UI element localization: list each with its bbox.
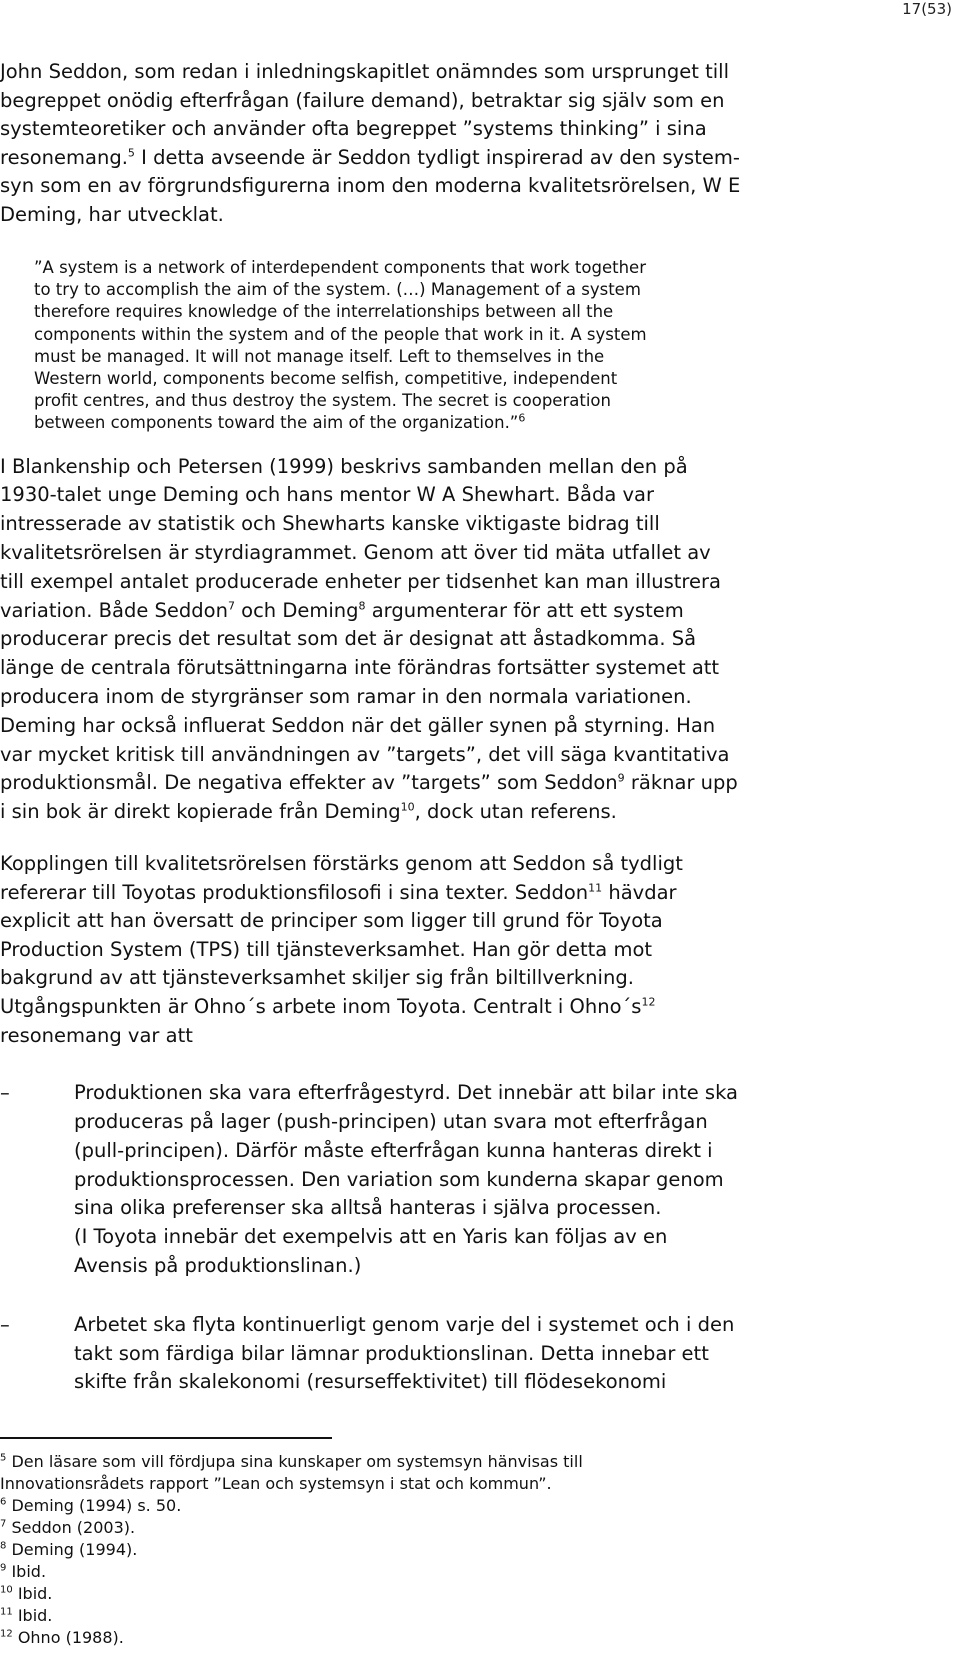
footnote — [0, 1539, 583, 1561]
footnote — [0, 1517, 583, 1539]
footnote-number: 9 — [0, 1562, 7, 1574]
list-item-text: Produktionen ska vara efterfrågestyrd. Det innebär att bilar inte ska produceras på lager (push-principen) utan svara mot efterfrågan (pull-principen). Därför måste efterfrågan kunna hanteras direkt i produktionsprocessen. Den variation som kunderna skapar genom sina olika preferenser ska alltså hanteras i själva processen. (I Toyota innebär det exempelvis att en Yaris kan följas av en Avensis på produktionslinan.) — [74, 1081, 738, 1277]
page-number: 17(53) — [902, 0, 952, 18]
footnote-text: Ibid. — [6, 1562, 47, 1581]
paragraph-shewhart — [0, 453, 950, 827]
footnote-text: Ibid. — [12, 1584, 53, 1603]
footnote-number: 10 — [0, 1584, 13, 1596]
footnote-text: Seddon (2003). — [6, 1518, 136, 1537]
footnote — [0, 1495, 583, 1517]
footnote-ref-8[interactable]: 8 — [358, 599, 366, 613]
list-item — [0, 1079, 950, 1281]
footnote-number: 5 — [0, 1452, 7, 1464]
footnote-ref-11[interactable]: 11 — [588, 881, 603, 895]
list-item-text: Arbetet ska flyta kontinuerligt genom varje del i systemet och i den takt som färdiga bilar lämnar produktionslinan. Detta innebar ett skifte från skalekonomi (resurseffektivitet) till flödesekonomi — [74, 1312, 735, 1394]
footnote — [0, 1561, 583, 1583]
footnote-ref-9[interactable]: 9 — [617, 771, 625, 785]
footnote-number: 8 — [0, 1540, 7, 1552]
footnote-text: Den läsare som vill fördjupa sina kunskaper om systemsyn hänvisas till Innovationsrådets rapport ”Lean och systemsyn i stat och kommun”. — [0, 1452, 583, 1493]
paragraph-text: och Deming — [234, 598, 359, 622]
bullet-list — [0, 1079, 950, 1397]
paragraph-text: I Blankenship och Petersen (1999) beskrivs sambanden mellan den på 1930-talet unge Deming och hans mentor W A Shewhart. Båda var intresserade av statistik och Shewharts kanske viktigaste bidrag till kvalitetsrörelsen är styrdiagrammet. Genom att över tid mäta utfallet av till exempel antalet producerade enheter per tidsenhet kan man illustrera variation. Både Seddon — [0, 454, 721, 622]
footnote-text: Ohno (1988). — [12, 1628, 124, 1647]
footnote-text: Deming (1994). — [6, 1540, 138, 1559]
footnote — [0, 1605, 583, 1627]
footnotes — [0, 1451, 583, 1649]
footnote-text: Ibid. — [12, 1606, 53, 1625]
paragraph-text: John Seddon, som redan i inledningskapitlet onämndes som ursprunget till begreppet onödig efterfrågan (failure demand), betraktar sig själv som en systemteoretiker och använder ofta begreppet ”systems thinking” i sina resonemang. — [0, 60, 730, 169]
paragraph-text: hävdar explicit att han översatt de principer som ligger till grund för Toyota Production System (TPS) till tjänsteverksamhet. Han gör detta mot bakgrund av att tjänsteverksamhet skiljer sig från biltillverkning. Utgångspunkten är Ohno´s arbete inom Toyota. Centralt i Ohno´s — [0, 880, 677, 1018]
paragraph-text: räknar upp i sin bok är direkt kopierade från Deming — [0, 771, 738, 824]
paragraph-text: Kopplingen till kvalitetsrörelsen förstärks genom att Seddon så tydligt refererar till Toyotas produktionsfilosofi i sina texter. Seddon — [0, 851, 683, 904]
footnote — [0, 1583, 583, 1605]
footnote-text: Deming (1994) s. 50. — [6, 1496, 182, 1515]
paragraph-toyota — [0, 850, 950, 1050]
footnote — [0, 1451, 583, 1495]
dash-bullet-icon: – — [0, 1312, 10, 1336]
block-quote-deming — [34, 257, 950, 435]
footnote-ref-10[interactable]: 10 — [400, 800, 415, 814]
document-body — [0, 58, 950, 1397]
paragraph-text: I detta avseende är Seddon tydligt inspirerad av den system- syn som en av förgrundsfigurerna inom den moderna kvalitetsrörelsen, W E Deming, har utvecklat. — [0, 145, 741, 226]
footnote-ref-5[interactable]: 5 — [127, 146, 135, 159]
footnote-ref-12[interactable]: 12 — [641, 995, 656, 1009]
footnote-ref-6[interactable]: 6 — [518, 411, 526, 425]
list-item — [0, 1311, 950, 1397]
quote-text: ”A system is a network of interdependent components that work together to try to accomplish the aim of the system. (…) Management of a system therefore requires knowledge of the interrelationships between all the components within the system and of the people that work in it. A system must be managed. It will not manage itself. Left to themselves in the Western world, components become selfish, competitive, independent profit centres, and thus destroy the system. The secret is cooperation between components toward the aim of the organization.” — [34, 258, 647, 433]
paragraph-text: argumenterar för att ett system producerar precis det resultat som det är designat att åstadkomma. Så länge de centrala förutsättningarna inte förändras fortsätter systemet att producera inom de styrgränser som ramar in den normala variationen. Deming har också influerat Seddon när det gäller synen på styrning. Han var mycket kritisk till användningen av ”targets”, det vill säga kvantitativa produktionsmål. De negativa effekter av ”targets” som Seddon — [0, 598, 730, 795]
dash-bullet-icon: – — [0, 1081, 10, 1105]
paragraph-text: , dock utan referens. — [414, 800, 617, 824]
footnote-number: 6 — [0, 1496, 7, 1508]
footnote — [0, 1627, 583, 1649]
paragraph-seddon-intro — [0, 58, 950, 229]
paragraph-text: resonemang var att — [0, 1023, 193, 1047]
footnote-ref-7[interactable]: 7 — [227, 599, 235, 613]
footnote-number: 12 — [0, 1628, 13, 1640]
footnote-number: 7 — [0, 1518, 7, 1530]
footnote-divider — [0, 1437, 332, 1439]
footnote-number: 11 — [0, 1606, 13, 1618]
